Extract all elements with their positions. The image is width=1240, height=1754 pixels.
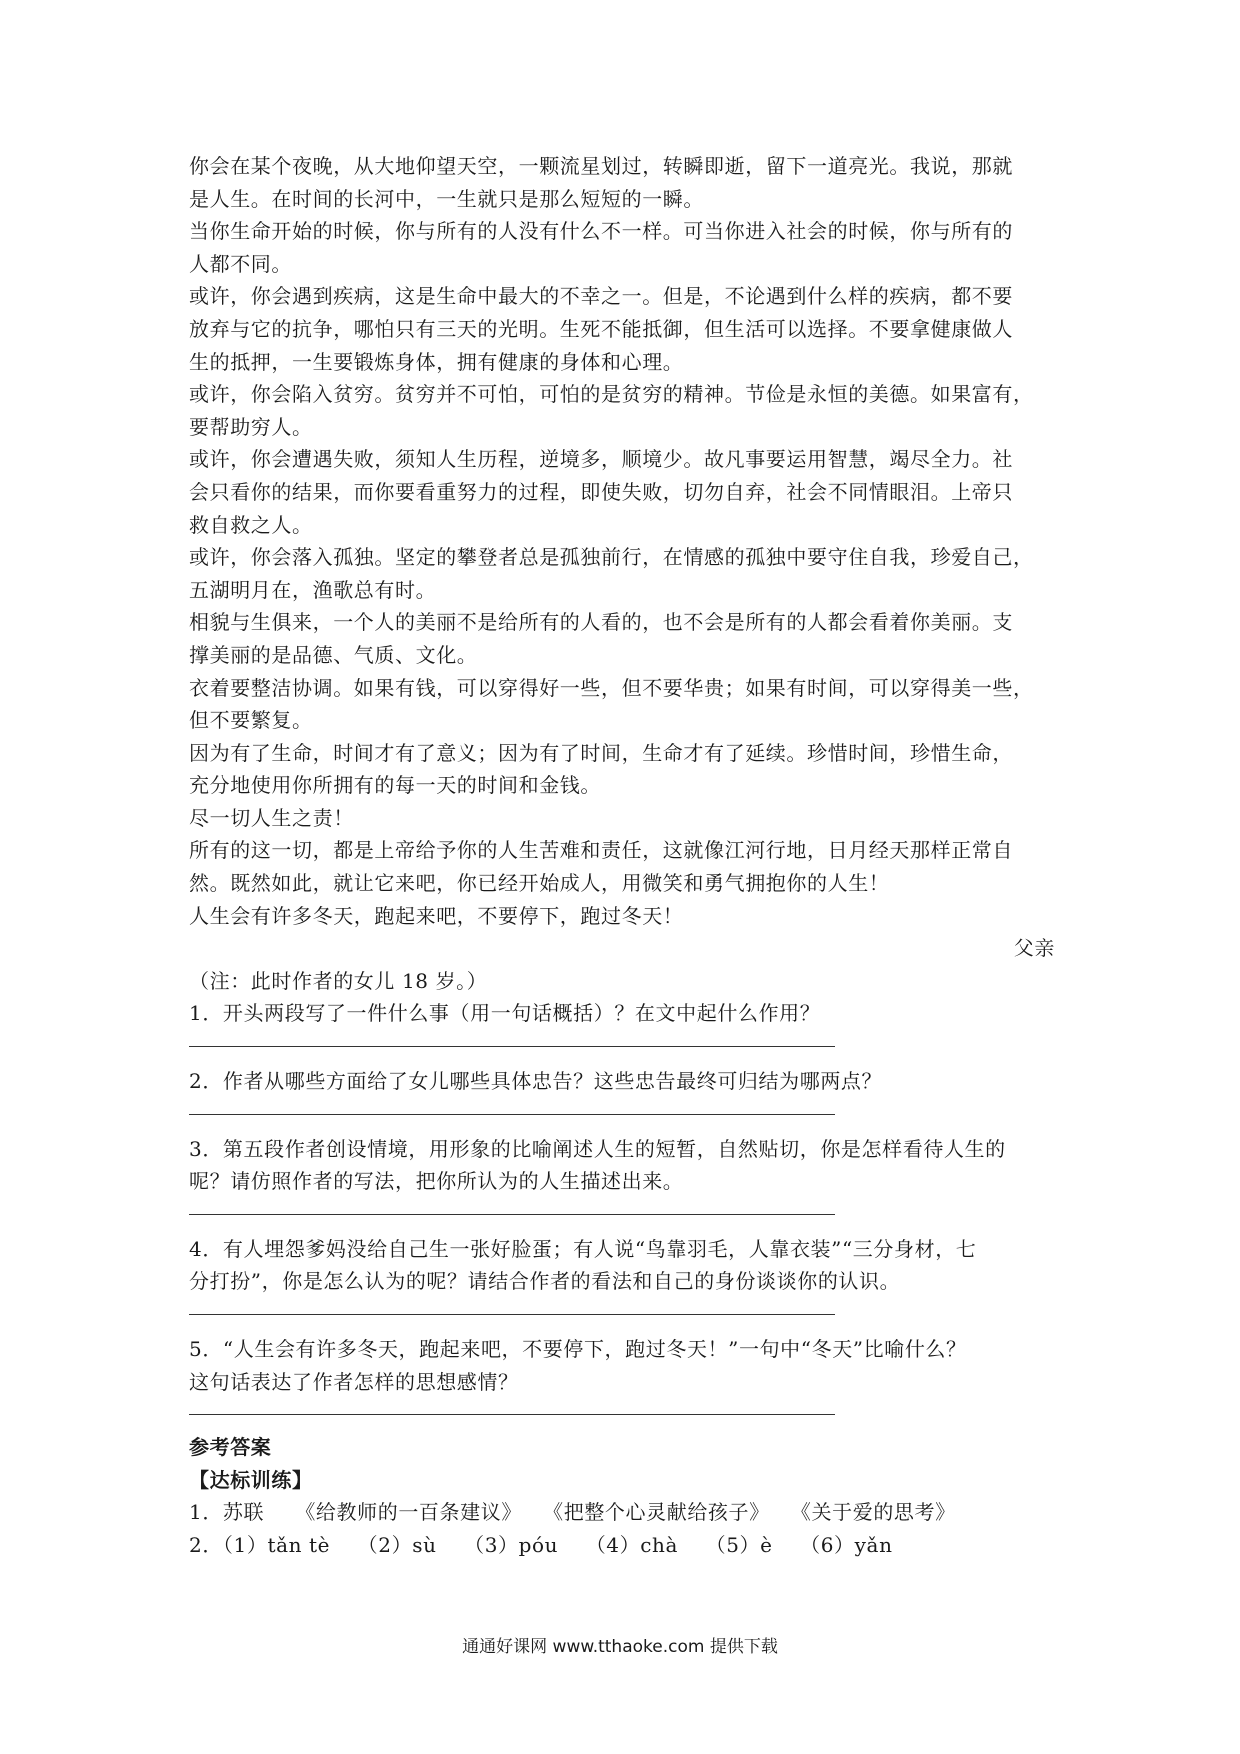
document-page xyxy=(189,150,1055,1562)
passage-line: 充分地使用你所拥有的每一天的时间和金钱。 xyxy=(189,773,601,798)
answer-heading: 参考答案 xyxy=(189,1435,272,1460)
passage-line: 然。既然如此，就让它来吧，你已经开始成人，用微笑和勇气拥抱你的人生！ xyxy=(189,871,890,896)
questions xyxy=(189,997,1055,1431)
passage-line: 会只看你的结果，而你要看重努力的过程，即使失败，切勿自弃，社会不同情眼泪。上帝只 xyxy=(189,479,1013,504)
passage-line: 当你生命开始的时候，你与所有的人没有什么不一样。可当你进入社会的时候，你与所有的 xyxy=(189,219,1013,244)
question xyxy=(189,1133,1055,1233)
signature: 父亲 xyxy=(1013,936,1055,961)
passage-line: 人都不同。 xyxy=(189,251,292,276)
passage-line: 生的抵押，一生要锻炼身体，拥有健康的身体和心理。 xyxy=(189,349,684,374)
question-text: 3．第五段作者创设情境，用形象的比喻阐述人生的短暂，自然贴切，你是怎样看待人生的 xyxy=(189,1136,1006,1161)
passage-line: 撑美丽的是品德、气质、文化。 xyxy=(189,642,478,667)
answer-subheading: 【达标训练】 xyxy=(189,1467,313,1492)
question-text: 分打扮”，你是怎么认为的呢？请结合作者的看法和自己的身份谈谈你的认识。 xyxy=(189,1269,901,1294)
passage-line: 或许，你会落入孤独。坚定的攀登者总是孤独前行，在情感的孤独中要守住自我，珍爱自己， xyxy=(189,545,1034,570)
question xyxy=(189,997,1055,1065)
passage-line: 放弃与它的抗争，哪怕只有三天的光明。生死不能抵御，但生活可以选择。不要拿健康做人 xyxy=(189,316,1013,341)
passage-line: 要帮助穷人。 xyxy=(189,414,313,439)
passage-line: 五湖明月在，渔歌总有时。 xyxy=(189,577,437,602)
passage-line: 但不要繁复。 xyxy=(189,708,313,733)
page-footer: 通通好课网 www.tthaoke.com 提供下载 xyxy=(462,1637,778,1657)
answer-key xyxy=(189,1431,1055,1561)
passage-line: 因为有了生命，时间才有了意义；因为有了时间，生命才有了延续。珍惜时间，珍惜生命， xyxy=(189,740,1013,765)
question-text: 呢？请仿照作者的写法，把你所认为的人生描述出来。 xyxy=(189,1169,684,1194)
passage-line: 或许，你会陷入贫穷。贫穷并不可怕，可怕的是贫穷的精神。节俭是永恒的美德。如果富有， xyxy=(189,382,1034,407)
passage-line: 或许，你会遭遇失败，须知人生历程，逆境多，顺境少。故凡事要运用智慧，竭尽全力。社 xyxy=(189,447,1013,472)
passage-line: 你会在某个夜晚，从大地仰望天空，一颗流星划过，转瞬即逝，留下一道亮光。我说，那就 xyxy=(189,154,1013,178)
question xyxy=(189,1065,1055,1133)
answer-line: 1．苏联 《给教师的一百条建议》 《把整个心灵献给孩子》 《关于爱的思考》 xyxy=(189,1500,956,1525)
passage-line: 或许，你会遇到疾病，这是生命中最大的不幸之一。但是，不论遇到什么样的疾病，都不要 xyxy=(189,284,1013,309)
answer-line: 2．（1）tǎn tè （2）sù （3）póu （4）chà （5）è （6）yǎn xyxy=(189,1532,893,1557)
question-text: 4．有人埋怨爹妈没给自己生一张好脸蛋；有人说“鸟靠羽毛，人靠衣装”“三分身材，七 xyxy=(189,1236,977,1261)
passage-line: 救自救之人。 xyxy=(189,512,313,537)
question-text: 1．开头两段写了一件什么事（用一句话概括）？在文中起什么作用？ xyxy=(189,1001,821,1026)
passage-line: 相貌与生俱来，一个人的美丽不是给所有的人看的，也不会是所有的人都会看着你美丽。支 xyxy=(189,610,1013,635)
author-note: （注：此时作者的女儿 18 岁。） xyxy=(189,968,488,993)
passage-line: 所有的这一切，都是上帝给予你的人生苦难和责任，这就像江河行地，日月经天那样正常自 xyxy=(189,838,1013,863)
passage-line: 衣着要整洁协调。如果有钱，可以穿得好一些，但不要华贵；如果有时间，可以穿得美一些， xyxy=(189,675,1034,700)
passage xyxy=(189,150,1055,997)
question xyxy=(189,1333,1055,1431)
question-text: 5．“人生会有许多冬天，跑起来吧，不要停下，跑过冬天！”一句中“冬天”比喻什么？ xyxy=(189,1337,967,1361)
question xyxy=(189,1233,1055,1333)
passage-line: 尽一切人生之责！ xyxy=(189,805,354,830)
passage-line: 人生会有许多冬天，跑起来吧，不要停下，跑过冬天！ xyxy=(189,903,684,928)
passage-line: 是人生。在时间的长河中，一生就只是那么短短的一瞬。 xyxy=(189,186,704,211)
question-text: 2．作者从哪些方面给了女儿哪些具体忠告？这些忠告最终可归结为哪两点？ xyxy=(189,1069,883,1094)
question-text: 这句话表达了作者怎样的思想感情？ xyxy=(189,1369,519,1394)
